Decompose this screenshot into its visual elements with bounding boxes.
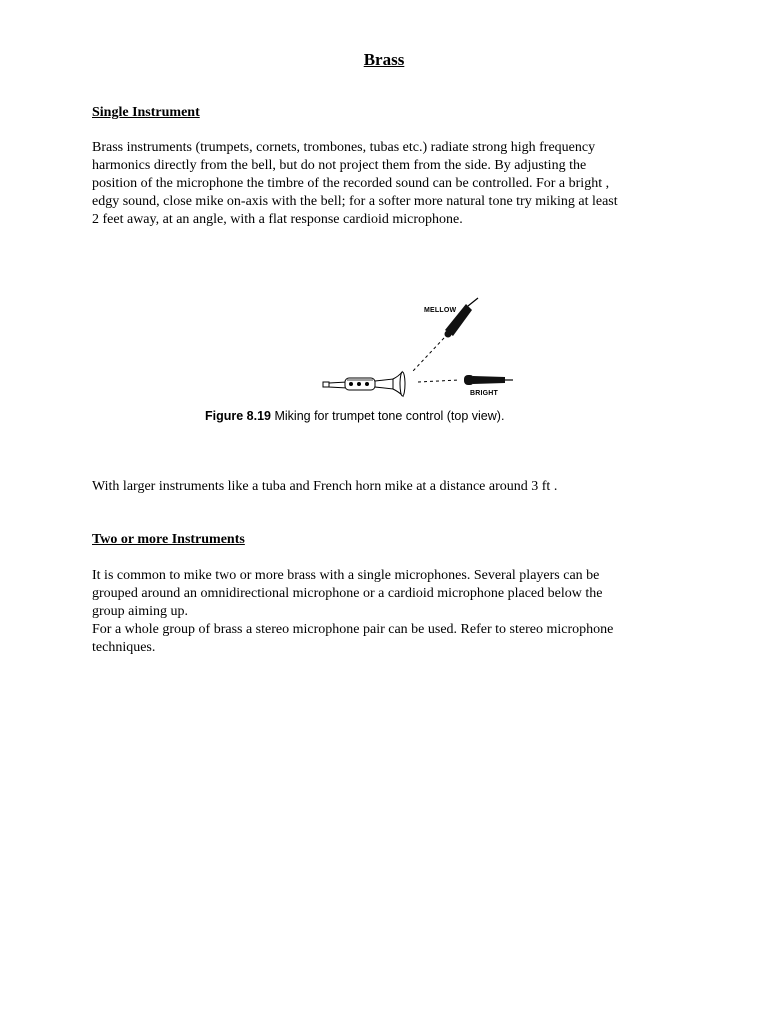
- paragraph-line: 2 feet away, at an angle, with a flat response cardioid microphone.: [92, 212, 463, 227]
- paragraph-line: It is common to mike two or more brass with a single microphones. Several players can be: [92, 568, 600, 583]
- bright-microphone-icon: [464, 375, 513, 385]
- paragraph-line: grouped around an omnidirectional microphone or a cardioid microphone placed below the: [92, 586, 603, 601]
- mellow-axis-dashed-line: [413, 338, 444, 371]
- paragraph-line: group aiming up.: [92, 604, 189, 619]
- paragraph-line: With larger instruments like a tuba and French horn mike at a distance around 3 ft .: [92, 479, 558, 494]
- paragraph-line: Brass instruments (trumpets, cornets, trombones, tubas etc.) radiate strong high frequency: [92, 140, 596, 155]
- figure-caption-text: Miking for trumpet tone control (top view).: [271, 409, 505, 423]
- page-title: Brass: [363, 50, 405, 69]
- paragraph-line: position of the microphone the timbre of the recorded sound can be controlled. For a bright ,: [92, 176, 610, 191]
- larger-instruments-paragraph: [92, 478, 692, 496]
- paragraph-line: edgy sound, close mike on-axis with the bell; for a softer more natural tone try miking at least: [92, 194, 618, 209]
- figure-number: Figure 8.19: [205, 409, 271, 423]
- trumpet-icon: [323, 372, 405, 396]
- paragraph-line: For a whole group of brass a stereo microphone pair can be used. Refer to stereo microphone: [92, 622, 614, 637]
- mellow-microphone-icon: [445, 298, 479, 338]
- bright-label: BRIGHT: [470, 390, 499, 397]
- two-or-more-paragraph: [92, 567, 692, 657]
- mellow-label: MELLOW: [424, 307, 457, 314]
- section-heading-two-or-more-instruments: Two or more Instruments: [92, 532, 245, 547]
- trumpet-miking-illustration: [195, 288, 535, 428]
- section-heading-single-instrument: Single Instrument: [92, 105, 200, 120]
- figure-caption: [205, 408, 504, 424]
- paragraph-line: techniques.: [92, 640, 156, 655]
- paragraph-line: harmonics directly from the bell, but do not project them from the side. By adjusting the: [92, 158, 587, 173]
- bright-axis-dashed-line: [418, 380, 459, 382]
- single-instrument-paragraph: [92, 139, 692, 229]
- trumpet-miking-figure: [195, 288, 535, 428]
